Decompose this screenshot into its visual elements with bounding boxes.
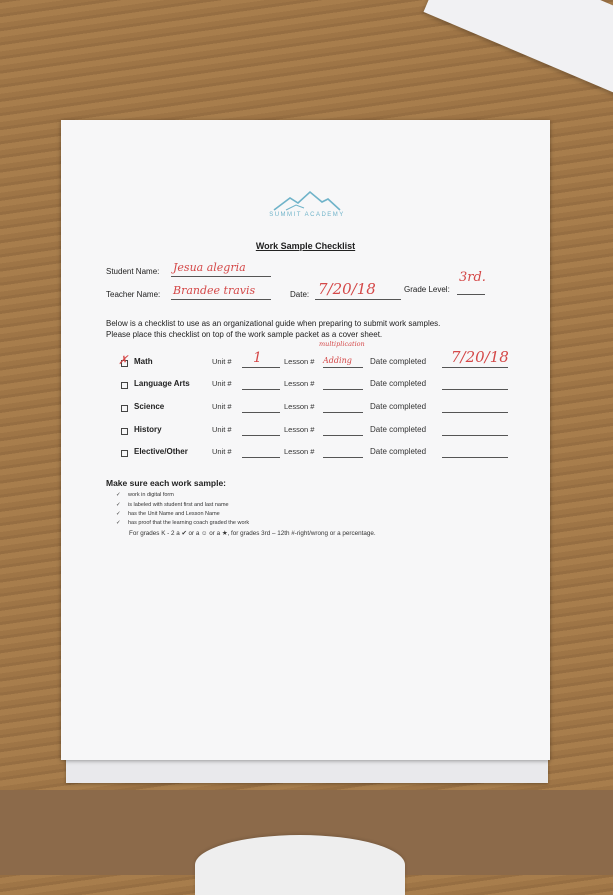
intro-line-2: Please place this checklist on top of the work sample packet as a cover sheet. <box>106 330 383 339</box>
page-title: Work Sample Checklist <box>255 241 356 251</box>
math-check-mark: ✗ <box>118 353 129 367</box>
teacher-name-line <box>171 299 271 300</box>
date-completed-label: Date completed <box>370 447 427 456</box>
unit-line <box>242 367 280 368</box>
checkmark-icon: ✓ <box>116 511 121 517</box>
student-name-value: Jesua alegria <box>173 261 246 274</box>
math-lesson-note: multiplication <box>319 340 365 348</box>
subject-name: Science <box>134 402 165 411</box>
checkmark-icon: ✓ <box>116 502 121 508</box>
unit-line <box>242 412 280 413</box>
date-completed-line <box>442 457 508 458</box>
date-completed-line <box>442 435 508 436</box>
subject-row-language-arts <box>61 379 550 393</box>
grade-level-label: Grade Level: <box>404 285 450 294</box>
intro-line-1: Below is a checklist to use as an organizational guide when preparing to submit work samples. <box>106 319 441 328</box>
lesson-label: Lesson # <box>284 379 315 388</box>
lesson-line <box>323 412 363 413</box>
teacher-name-value: Brandee travis <box>173 284 256 297</box>
date-completed-line <box>442 367 508 368</box>
checkmark-icon: ✓ <box>116 520 121 526</box>
student-name-line <box>171 276 271 277</box>
requirement-item: ✓ work in digital form <box>116 492 174 498</box>
lesson-line <box>323 435 363 436</box>
student-name-label: Student Name: <box>106 267 160 276</box>
requirement-item: ✓ is labeled with student first and last name <box>116 502 229 508</box>
background-paper-corner <box>424 0 613 102</box>
math-unit-value: 1 <box>253 350 262 366</box>
checkmark-icon: ✓ <box>116 492 121 498</box>
date-value: 7/20/18 <box>318 280 376 298</box>
grades-note: For grades K - 2 a ✔ or a ☺ or a ★, for grades 3rd – 12th #-right/wrong or a percentage. <box>129 530 376 537</box>
unit-label: Unit # <box>212 357 232 366</box>
subject-name: Language Arts <box>134 379 190 388</box>
subject-name: Elective/Other <box>134 447 188 456</box>
date-completed-label: Date completed <box>370 425 427 434</box>
subject-row-history <box>61 425 550 439</box>
summit-academy-logo <box>257 190 357 230</box>
mountain-icon <box>272 190 342 212</box>
unit-line <box>242 435 280 436</box>
lesson-label: Lesson # <box>284 447 315 456</box>
subject-name: History <box>134 425 162 434</box>
requirement-item: ✓ has the Unit Name and Lesson Name <box>116 511 220 517</box>
lesson-line <box>323 457 363 458</box>
language-arts-checkbox[interactable] <box>121 382 128 389</box>
elective-checkbox[interactable] <box>121 450 128 457</box>
subject-row-math <box>61 348 550 371</box>
lesson-line <box>323 389 363 390</box>
date-label: Date: <box>290 290 310 299</box>
lesson-label: Lesson # <box>284 425 315 434</box>
requirement-item: ✓ has proof that the learning coach graded the work <box>116 520 250 526</box>
make-sure-heading: Make sure each work sample: <box>106 478 227 488</box>
date-line <box>315 299 401 300</box>
unit-label: Unit # <box>212 447 232 456</box>
logo-text: SUMMIT ACADEMY <box>269 212 345 218</box>
unit-line <box>242 389 280 390</box>
math-date-value: 7/20/18 <box>451 348 509 366</box>
date-completed-label: Date completed <box>370 357 427 366</box>
grade-level-line <box>457 294 485 295</box>
unit-line <box>242 457 280 458</box>
date-completed-line <box>442 412 508 413</box>
science-checkbox[interactable] <box>121 405 128 412</box>
teacher-name-label: Teacher Name: <box>106 290 161 299</box>
subject-row-science <box>61 402 550 416</box>
date-completed-label: Date completed <box>370 402 427 411</box>
lesson-label: Lesson # <box>284 357 315 366</box>
subject-name: Math <box>134 357 153 366</box>
date-completed-line <box>442 389 508 390</box>
lesson-line <box>323 367 363 368</box>
checklist-page <box>61 120 550 760</box>
unit-label: Unit # <box>212 402 232 411</box>
unit-label: Unit # <box>212 425 232 434</box>
math-lesson-value: Adding <box>323 356 352 365</box>
white-cloth <box>195 835 405 895</box>
intro-text <box>106 318 526 340</box>
lesson-label: Lesson # <box>284 402 315 411</box>
unit-label: Unit # <box>212 379 232 388</box>
history-checkbox[interactable] <box>121 428 128 435</box>
date-completed-label: Date completed <box>370 379 427 388</box>
grade-level-value: 3rd. <box>459 270 486 285</box>
subject-row-elective <box>61 447 550 461</box>
